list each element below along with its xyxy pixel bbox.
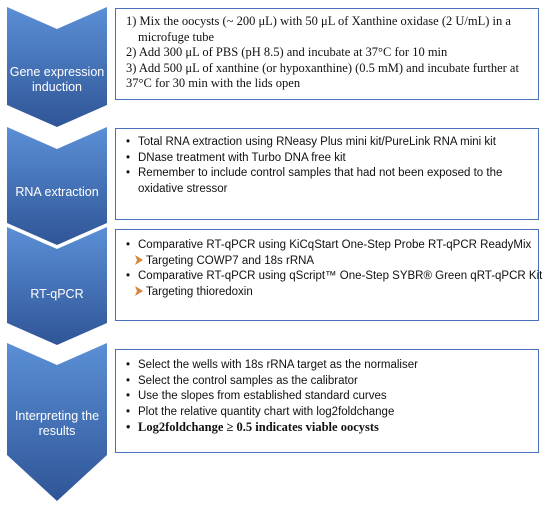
sub-arrow-icon [134, 255, 144, 265]
stage-1-item-3-line-2: 37°C for 30 min with the lids open [126, 76, 301, 90]
bullet-icon: • [126, 359, 131, 371]
stage-1-item-3-line-1: 3) Add 500 μL of xanthine (or hypoxanthine) (0.5 mM) and incubate further at [126, 60, 519, 75]
stage-3-item-2: • Comparative RT-qPCR using qScript™ One-Step SYBR® Green qRT-qPCR Kit [126, 269, 538, 285]
stage-2-label: RNA extraction [15, 185, 99, 199]
stage-1-item-1-line-2: microfuge tube [138, 29, 215, 44]
stage-4-item-1: • Select the wells with 18s rRNA target as the normaliser [126, 358, 538, 374]
bullet-icon: • [126, 390, 131, 402]
stage-2-box [115, 128, 539, 220]
bullet-icon: • [126, 151, 131, 164]
stage-2-item-3-cont: oxidative stressor [138, 182, 228, 195]
stage-3-subitem-2: Targeting thioredoxin [126, 285, 538, 301]
stage-1-item-2: 2) Add 300 μL of PBS (pH 8.5) and incubate at 37°C for 10 min [126, 45, 448, 59]
stage-2-item-1: • Total RNA extraction using RNeasy Plus mini kit/PureLink RNA mini kit [126, 135, 538, 151]
stage-4-label-line-1: Interpreting the [14, 409, 100, 423]
stage-1-label-line-1: Gene expression [9, 65, 105, 79]
stage-4-item-5: • Log2foldchange ≥ 0.5 indicates viable oocysts [126, 420, 379, 434]
stage-3-item-1: • Comparative RT-qPCR using KiCqStart One-Step Probe RT-qPCR ReadyMix [126, 238, 538, 254]
bullet-icon: • [126, 167, 131, 179]
stage-1-box [115, 8, 539, 100]
stage-4-box [115, 349, 539, 453]
bullet-icon: • [126, 405, 131, 418]
chevron-gene-expression-induction [7, 7, 107, 127]
sub-arrow-icon [134, 286, 144, 296]
bullet-icon: • [126, 374, 131, 387]
stage-3-subitem-1: Targeting COWP7 and 18s rRNA [126, 254, 538, 270]
bullet-icon: • [126, 239, 131, 251]
stage-4-item-4: • Plot the relative quantity chart with log2foldchange [126, 405, 538, 421]
bullet-icon: • [126, 420, 131, 434]
chevron-interpreting-results [7, 343, 107, 501]
chevron-shape-icon [7, 227, 107, 345]
chevron-rt-qpcr [7, 227, 107, 345]
stage-2-item-3: • Remember to include control samples that had not been exposed to the [126, 166, 538, 182]
stage-4-item-2: • Select the control samples as the calibrator [126, 374, 538, 390]
stage-1-label-line-2: induction [31, 80, 83, 94]
bullet-icon: • [126, 136, 131, 148]
stage-3-box [115, 229, 543, 321]
stage-1-item-1-line-1: 1) Mix the oocysts (~ 200 μL) with 50 μL of Xanthine oxidase (2 U/mL) in a [126, 14, 511, 28]
stage-2-item-2: • DNase treatment with Turbo DNA free kit [126, 151, 538, 167]
stage-4-item-3: • Use the slopes from established standard curves [126, 389, 538, 405]
stage-3-label: RT-qPCR [30, 287, 84, 301]
bullet-icon: • [126, 270, 131, 282]
stage-4-label-line-2: results [38, 424, 76, 438]
